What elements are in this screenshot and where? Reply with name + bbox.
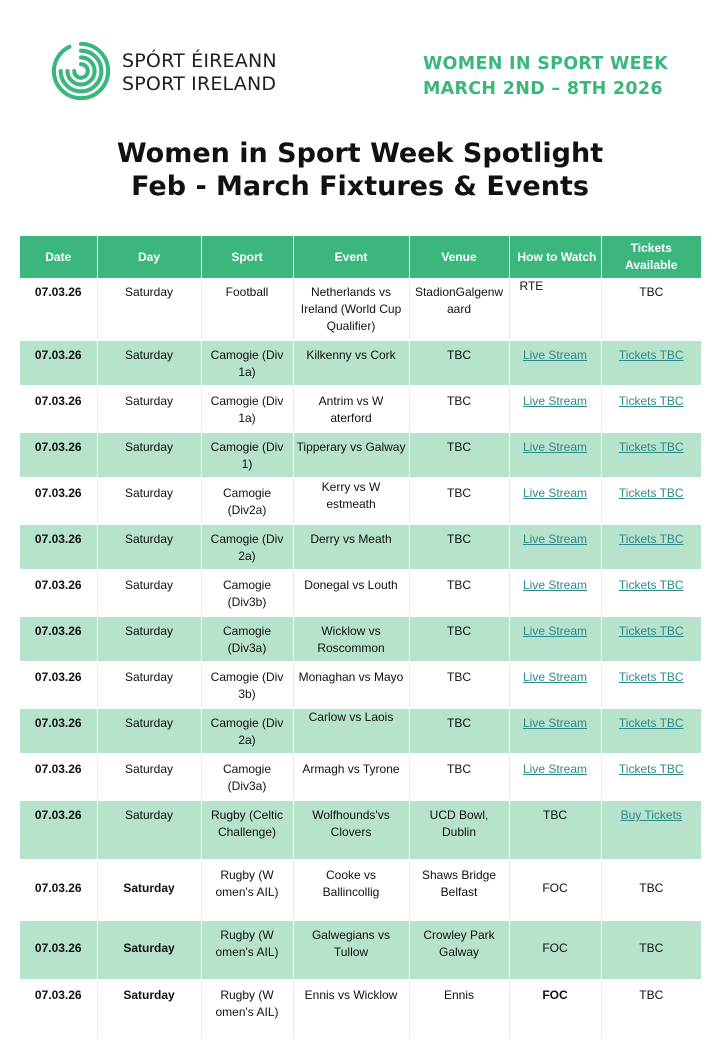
- cell-event: Donegal vs Louth: [293, 570, 409, 616]
- cell-day: Saturday: [97, 278, 201, 340]
- cell-watch: [509, 616, 601, 662]
- cell-sport: Camogie (Div3a): [201, 754, 293, 800]
- cell-tickets: [601, 662, 701, 708]
- title-line-2: Feb - March Fixtures & Events: [131, 171, 589, 202]
- cell-venue: TBC: [409, 754, 509, 800]
- cell-day: Saturday: [97, 386, 201, 432]
- cell-venue: TBC: [409, 616, 509, 662]
- cell-date: 07.03.26: [20, 340, 97, 386]
- cell-day: Saturday: [97, 570, 201, 616]
- cell-date: 07.03.26: [34, 880, 82, 895]
- table-header-row: [20, 236, 701, 278]
- cell-watch: [509, 754, 601, 800]
- cell-sport: Camogie (Div 1a): [201, 386, 293, 432]
- table-row: [20, 386, 701, 432]
- cell-sport: Camogie (Div3b): [201, 570, 293, 616]
- cell-watch: [509, 478, 601, 524]
- cell-event: Armagh vs Tyrone: [293, 754, 409, 800]
- cell-sport: Rugby (W omen's AIL): [201, 860, 293, 920]
- cell-event: Ennis vs Wicklow: [293, 980, 409, 1040]
- live-stream-link[interactable]: Live Stream: [522, 486, 588, 500]
- col-header-date: Date: [20, 236, 97, 278]
- tickets-link[interactable]: Tickets TBC: [618, 762, 684, 776]
- cell-tickets: [601, 800, 701, 860]
- cell-day: Saturday: [97, 340, 201, 386]
- event-banner: [423, 52, 668, 102]
- live-stream-link[interactable]: Live Stream: [522, 716, 588, 730]
- table-row: [20, 570, 701, 616]
- cell-sport: Rugby (W omen's AIL): [201, 980, 293, 1040]
- cell-date: 07.03.26: [34, 394, 82, 408]
- live-stream-link[interactable]: Live Stream: [522, 624, 588, 638]
- cell-day: Saturday: [97, 432, 201, 478]
- cell-tickets: [601, 708, 701, 754]
- col-header-day: Day: [97, 236, 201, 278]
- buy-tickets-link[interactable]: Buy Tickets: [620, 808, 682, 822]
- cell-day: Saturday: [97, 980, 201, 1040]
- cell-venue: TBC: [409, 478, 509, 524]
- cell-day: Saturday: [97, 920, 201, 980]
- cell-tickets: [601, 478, 701, 524]
- cell-day: Saturday: [97, 754, 201, 800]
- cell-tickets: [601, 432, 701, 478]
- page-title: [0, 137, 720, 203]
- cell-tickets: TBC: [601, 920, 701, 980]
- cell-day: Saturday: [97, 524, 201, 570]
- cell-venue: TBC: [409, 662, 509, 708]
- cell-date: 07.03.26: [20, 432, 97, 478]
- brand-line-irish: SPÓRT ÉIREANN: [122, 50, 277, 72]
- cell-event: Cooke vs Ballincollig: [293, 860, 409, 920]
- cell-day: Saturday: [97, 616, 201, 662]
- cell-venue: Shaws Bridge Belfast: [409, 860, 509, 920]
- cell-sport: Camogie (Div 3b): [201, 662, 293, 708]
- cell-venue: TBC: [409, 340, 509, 386]
- cell-date: 07.03.26: [20, 800, 97, 860]
- cell-tickets: [601, 524, 701, 570]
- cell-venue: TBC: [409, 708, 509, 754]
- fixtures-table: [20, 236, 701, 1041]
- cell-event: Derry vs Meath: [293, 524, 409, 570]
- cell-watch: RTE: [509, 278, 601, 340]
- col-header-event: Event: [293, 236, 409, 278]
- live-stream-link[interactable]: Live Stream: [522, 578, 588, 592]
- cell-venue: TBC: [409, 570, 509, 616]
- cell-date: 07.03.26: [20, 708, 97, 754]
- table-row: [20, 800, 701, 860]
- cell-watch: FOC: [509, 920, 601, 980]
- cell-sport: Camogie (Div 1): [201, 432, 293, 478]
- tickets-link[interactable]: Tickets TBC: [618, 532, 684, 546]
- table-row: [20, 708, 701, 754]
- cell-tickets: [601, 386, 701, 432]
- cell-tickets: [601, 754, 701, 800]
- table-row: [20, 860, 701, 920]
- cell-watch: [509, 570, 601, 616]
- cell-venue: Ennis: [409, 980, 509, 1040]
- table-row: [20, 662, 701, 708]
- live-stream-link[interactable]: Live Stream: [522, 532, 588, 546]
- tickets-link[interactable]: Tickets TBC: [618, 440, 684, 454]
- cell-sport: Camogie (Div 1a): [201, 340, 293, 386]
- cell-event: Kilkenny vs Cork: [293, 340, 409, 386]
- cell-sport: Camogie (Div2a): [201, 478, 293, 524]
- col-header-watch: How to Watch: [509, 236, 601, 278]
- cell-date: 07.03.26: [20, 524, 97, 570]
- cell-event: Tipperary vs Galway: [293, 432, 409, 478]
- live-stream-link[interactable]: Live Stream: [522, 348, 588, 362]
- cell-event: Monaghan vs Mayo: [293, 662, 409, 708]
- tickets-link[interactable]: Tickets TBC: [618, 624, 684, 638]
- cell-watch: [509, 386, 601, 432]
- cell-date: 07.03.26: [34, 670, 82, 684]
- cell-tickets: TBC: [601, 860, 701, 920]
- cell-sport: Rugby (W omen's AIL): [201, 920, 293, 980]
- table-row: [20, 754, 701, 800]
- table-row: [20, 478, 701, 524]
- cell-date: 07.03.26: [34, 486, 82, 500]
- col-header-tickets: Tickets Available: [601, 236, 701, 278]
- tickets-link[interactable]: Tickets TBC: [618, 670, 684, 684]
- cell-watch: [509, 662, 601, 708]
- cell-sport: Camogie (Div 2a): [201, 524, 293, 570]
- event-dates: MARCH 2ND – 8TH 2026: [422, 79, 663, 99]
- cell-date: 07.03.26: [34, 988, 82, 1002]
- table-row: [20, 980, 701, 1040]
- table-row: [20, 432, 701, 478]
- cell-watch: [509, 432, 601, 478]
- table-row: [20, 524, 701, 570]
- cell-sport: Camogie (Div 2a): [201, 708, 293, 754]
- brand-line-english: SPORT IRELAND: [122, 73, 277, 95]
- cell-watch: FOC: [509, 980, 601, 1040]
- tickets-link[interactable]: Tickets TBC: [618, 716, 684, 730]
- brand-name: [122, 50, 277, 96]
- table-row: [20, 616, 701, 662]
- cell-sport: Football: [201, 278, 293, 340]
- cell-sport: Rugby (Celtic Challenge): [201, 800, 293, 860]
- cell-venue: TBC: [409, 524, 509, 570]
- cell-tickets: TBC: [601, 278, 701, 340]
- cell-date: 07.03.26: [34, 285, 82, 299]
- live-stream-link[interactable]: Live Stream: [522, 394, 588, 408]
- cell-tickets: TBC: [601, 980, 701, 1040]
- sport-ireland-logo-icon: [50, 40, 112, 102]
- cell-day: Saturday: [97, 478, 201, 524]
- cell-tickets: [601, 570, 701, 616]
- tickets-link[interactable]: Tickets TBC: [618, 394, 684, 408]
- live-stream-link[interactable]: Live Stream: [522, 762, 588, 776]
- cell-date: 07.03.26: [34, 762, 82, 776]
- live-stream-link[interactable]: Live Stream: [522, 440, 588, 454]
- cell-event: Kerry vs W estmeath: [293, 478, 409, 524]
- cell-venue: UCD Bowl, Dublin: [409, 800, 509, 860]
- table-row: [20, 278, 701, 340]
- event-name: WOMEN IN SPORT WEEK: [422, 54, 668, 74]
- col-header-venue: Venue: [409, 236, 509, 278]
- cell-watch: TBC: [509, 800, 601, 860]
- cell-event: Wolfhounds'vs Clovers: [293, 800, 409, 860]
- tickets-link[interactable]: Tickets TBC: [618, 348, 684, 362]
- cell-event: Netherlands vs Ireland (World Cup Qualifier): [293, 278, 409, 340]
- cell-date: 07.03.26: [20, 616, 97, 662]
- tickets-link[interactable]: Tickets TBC: [618, 578, 684, 592]
- cell-day: Saturday: [97, 708, 201, 754]
- cell-venue: TBC: [409, 386, 509, 432]
- cell-watch: [509, 524, 601, 570]
- cell-event: Galwegians vs Tullow: [293, 920, 409, 980]
- cell-date: 07.03.26: [34, 578, 82, 592]
- cell-watch: FOC: [509, 860, 601, 920]
- cell-day: Saturday: [97, 662, 201, 708]
- cell-event: Carlow vs Laois: [293, 708, 409, 754]
- cell-sport: Camogie (Div3a): [201, 616, 293, 662]
- cell-venue: StadionGalgenwaard: [409, 278, 509, 340]
- cell-watch: [509, 340, 601, 386]
- cell-venue: TBC: [409, 432, 509, 478]
- tickets-link[interactable]: Tickets TBC: [618, 486, 684, 500]
- cell-day: Saturday: [97, 860, 201, 920]
- cell-event: Antrim vs W aterford: [293, 386, 409, 432]
- cell-day: Saturday: [97, 800, 201, 860]
- cell-tickets: [601, 340, 701, 386]
- cell-watch: [509, 708, 601, 754]
- title-line-1: Women in Sport Week Spotlight: [116, 138, 604, 169]
- cell-event: Wicklow vs Roscommon: [293, 616, 409, 662]
- table-row: [20, 920, 701, 980]
- cell-date: 07.03.26: [20, 920, 97, 980]
- table-row: [20, 340, 701, 386]
- col-header-sport: Sport: [201, 236, 293, 278]
- cell-tickets: [601, 616, 701, 662]
- cell-venue: Crowley Park Galway: [409, 920, 509, 980]
- live-stream-link[interactable]: Live Stream: [522, 670, 588, 684]
